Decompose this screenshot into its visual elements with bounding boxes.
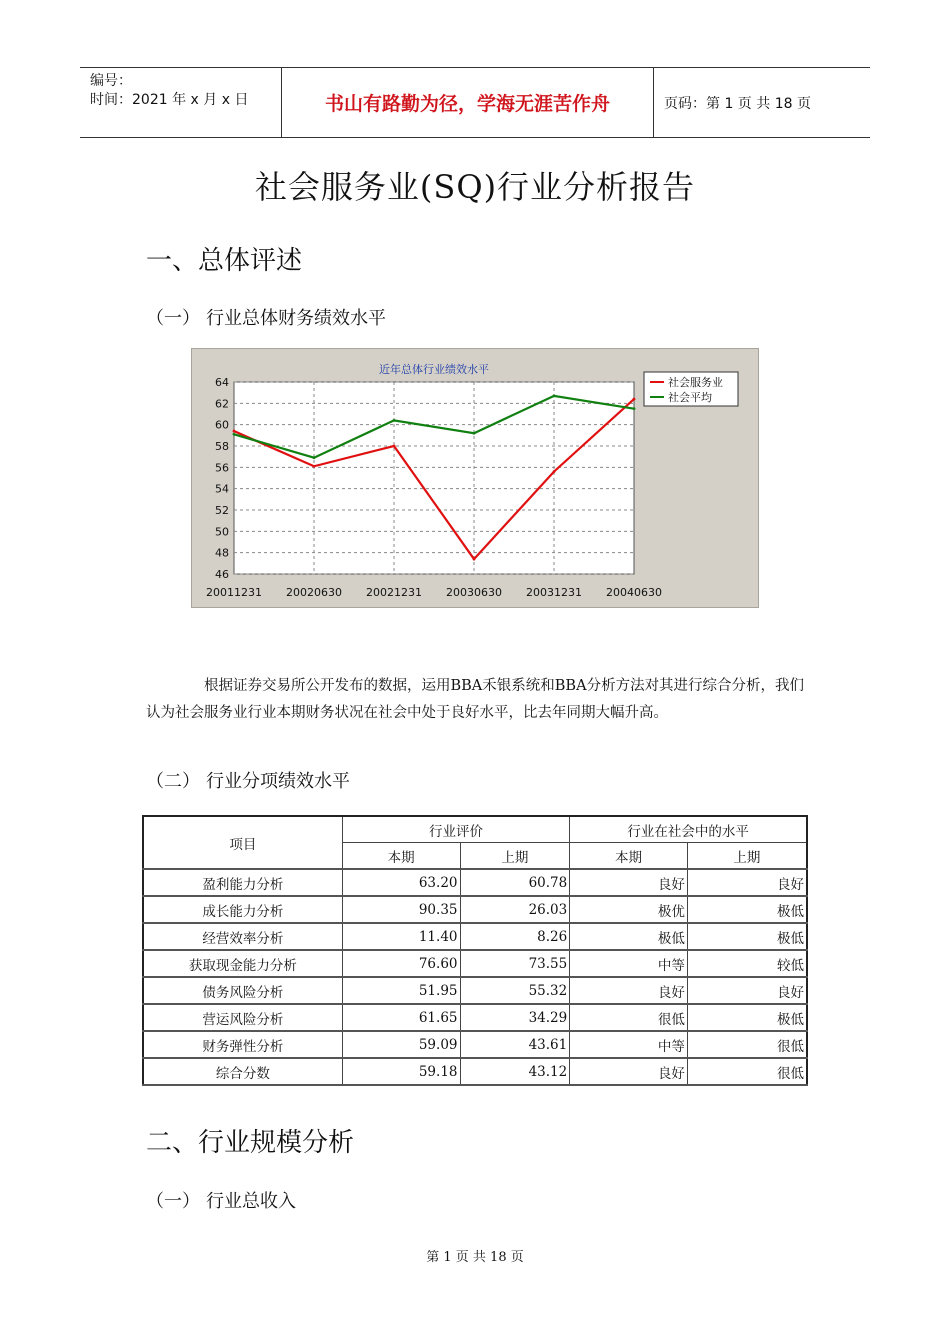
- row-item: 综合分数: [143, 1058, 342, 1085]
- row-level-current: 中等: [570, 1031, 688, 1058]
- row-current: 59.18: [342, 1058, 460, 1085]
- series-2-point: [233, 433, 236, 436]
- table-row: [143, 923, 807, 950]
- row-level-previous: 较低: [687, 950, 807, 977]
- row-item: 盈利能力分析: [143, 869, 342, 896]
- series-1-point: [313, 465, 316, 468]
- series-2-point: [313, 456, 316, 459]
- subsection-heading-1: [146, 304, 386, 330]
- row-level-previous: 很低: [687, 1031, 807, 1058]
- performance-chart: [191, 348, 759, 608]
- row-level-previous: 很低: [687, 1058, 807, 1085]
- row-level-current: 良好: [570, 1058, 688, 1085]
- series-1-point: [633, 398, 636, 401]
- page-footer: 第 1 页 共 18 页: [426, 1250, 524, 1265]
- col-header-level-previous: 上期: [687, 843, 807, 870]
- chart-svg: [192, 349, 758, 607]
- y-tick-label: 58: [215, 440, 229, 453]
- y-tick-label: 50: [215, 525, 229, 539]
- header-motto: 书山有路勤为径，学海无涯苦作舟: [281, 68, 654, 137]
- row-current: 76.60: [342, 950, 460, 977]
- y-tick-label: 56: [215, 461, 229, 475]
- row-previous: 43.12: [460, 1058, 570, 1085]
- page-header: [80, 67, 870, 138]
- row-level-previous: 极低: [687, 896, 807, 923]
- y-tick-label: 60: [215, 418, 229, 432]
- series-2-point: [473, 432, 476, 435]
- row-level-current: 良好: [570, 977, 688, 1004]
- y-axis: [215, 376, 229, 581]
- subsection-number: （一）: [146, 308, 200, 329]
- row-level-previous: 极低: [687, 923, 807, 950]
- performance-table: [142, 815, 808, 1086]
- row-level-current: 极优: [570, 896, 688, 923]
- col-header-current: 本期: [342, 843, 460, 870]
- col-header-group1: 行业评价: [342, 816, 569, 843]
- row-previous: 43.61: [460, 1031, 570, 1058]
- row-previous: 8.26: [460, 923, 570, 950]
- x-tick-label: 20021231: [366, 586, 422, 599]
- x-axis: [206, 586, 662, 599]
- subsection-text: 行业分项绩效水平: [206, 771, 350, 792]
- header-info: [80, 68, 281, 137]
- row-level-current: 极低: [570, 923, 688, 950]
- row-previous: 73.55: [460, 950, 570, 977]
- y-tick-label: 54: [215, 482, 229, 496]
- col-header-previous: 上期: [460, 843, 570, 870]
- row-current: 59.09: [342, 1031, 460, 1058]
- row-item: 获取现金能力分析: [143, 950, 342, 977]
- subsection-heading-3: [146, 1187, 296, 1213]
- table-row: [143, 1058, 807, 1085]
- row-current: 51.95: [342, 977, 460, 1004]
- y-tick-label: 52: [215, 504, 229, 517]
- subsection-heading-2: [146, 767, 350, 793]
- series-1-point: [553, 470, 556, 473]
- plot-area: [234, 382, 634, 574]
- table-row: [143, 1031, 807, 1058]
- row-level-current: 很低: [570, 1004, 688, 1031]
- series-1-point: [393, 445, 396, 448]
- section-heading-1: 一、总体评述: [146, 246, 303, 276]
- row-level-previous: 极低: [687, 1004, 807, 1031]
- row-item: 财务弹性分析: [143, 1031, 342, 1058]
- table-row: [143, 977, 807, 1004]
- header-page: 页码：第 1 页 共 18 页: [664, 95, 811, 112]
- series-1-point: [233, 430, 236, 433]
- subsection-text: 行业总体财务绩效水平: [206, 308, 386, 329]
- row-current: 61.65: [342, 1004, 460, 1031]
- chart-title: 近年总体行业绩效水平: [379, 363, 489, 376]
- table-row: [143, 1004, 807, 1031]
- legend-label-1: 社会服务业: [668, 376, 723, 389]
- x-tick-label: 20030630: [446, 586, 502, 599]
- x-tick-label: 20031231: [526, 586, 582, 599]
- row-previous: 55.32: [460, 977, 570, 1004]
- summary-paragraph: 根据证券交易所公开发布的数据，运用BBA禾银系统和BBA分析方法对其进行综合分析，我们认为社会服务业行业本期财务状况在社会中处于良好水平，比去年同期大幅升高。: [146, 678, 805, 721]
- subsection-number: （二）: [146, 771, 200, 792]
- x-tick-label: 20020630: [286, 586, 342, 599]
- series-2-point: [633, 407, 636, 410]
- col-header-group2: 行业在社会中的水平: [570, 816, 807, 843]
- legend: [644, 372, 738, 406]
- row-item: 成长能力分析: [143, 896, 342, 923]
- y-tick-label: 62: [215, 397, 229, 411]
- series-2-point: [393, 419, 396, 422]
- row-current: 90.35: [342, 896, 460, 923]
- header-time: 时间：2021 年 x 月 x 日: [90, 92, 249, 108]
- header-number: 编号：: [90, 73, 132, 89]
- table-row: [143, 869, 807, 896]
- legend-label-2: 社会平均: [668, 391, 712, 404]
- x-tick-label: 20011231: [206, 586, 262, 599]
- row-level-current: 中等: [570, 950, 688, 977]
- row-level-previous: 良好: [687, 977, 807, 1004]
- subsection-text: 行业总收入: [206, 1191, 296, 1212]
- y-tick-label: 48: [215, 546, 229, 560]
- y-tick-label: 64: [215, 376, 229, 389]
- row-previous: 34.29: [460, 1004, 570, 1031]
- table-row: [143, 896, 807, 923]
- row-previous: 26.03: [460, 896, 570, 923]
- document-title: 社会服务业(SQ)行业分析报告: [254, 168, 696, 206]
- x-tick-label: 20040630: [606, 586, 662, 599]
- section-heading-2: 二、行业规模分析: [146, 1128, 355, 1158]
- col-header-level-current: 本期: [570, 843, 688, 870]
- subsection-number: （一）: [146, 1191, 200, 1212]
- row-level-current: 良好: [570, 869, 688, 896]
- row-item: 营运风险分析: [143, 1004, 342, 1031]
- col-header-item: 项目: [143, 816, 342, 869]
- row-item: 经营效率分析: [143, 923, 342, 950]
- series-1-point: [473, 558, 476, 561]
- table-row: [143, 950, 807, 977]
- series-2-point: [553, 394, 556, 397]
- row-level-previous: 良好: [687, 869, 807, 896]
- row-item: 债务风险分析: [143, 977, 342, 1004]
- y-tick-label: 46: [215, 568, 229, 581]
- row-current: 63.20: [342, 869, 460, 896]
- row-previous: 60.78: [460, 869, 570, 896]
- table-body: [143, 869, 807, 1085]
- row-current: 11.40: [342, 923, 460, 950]
